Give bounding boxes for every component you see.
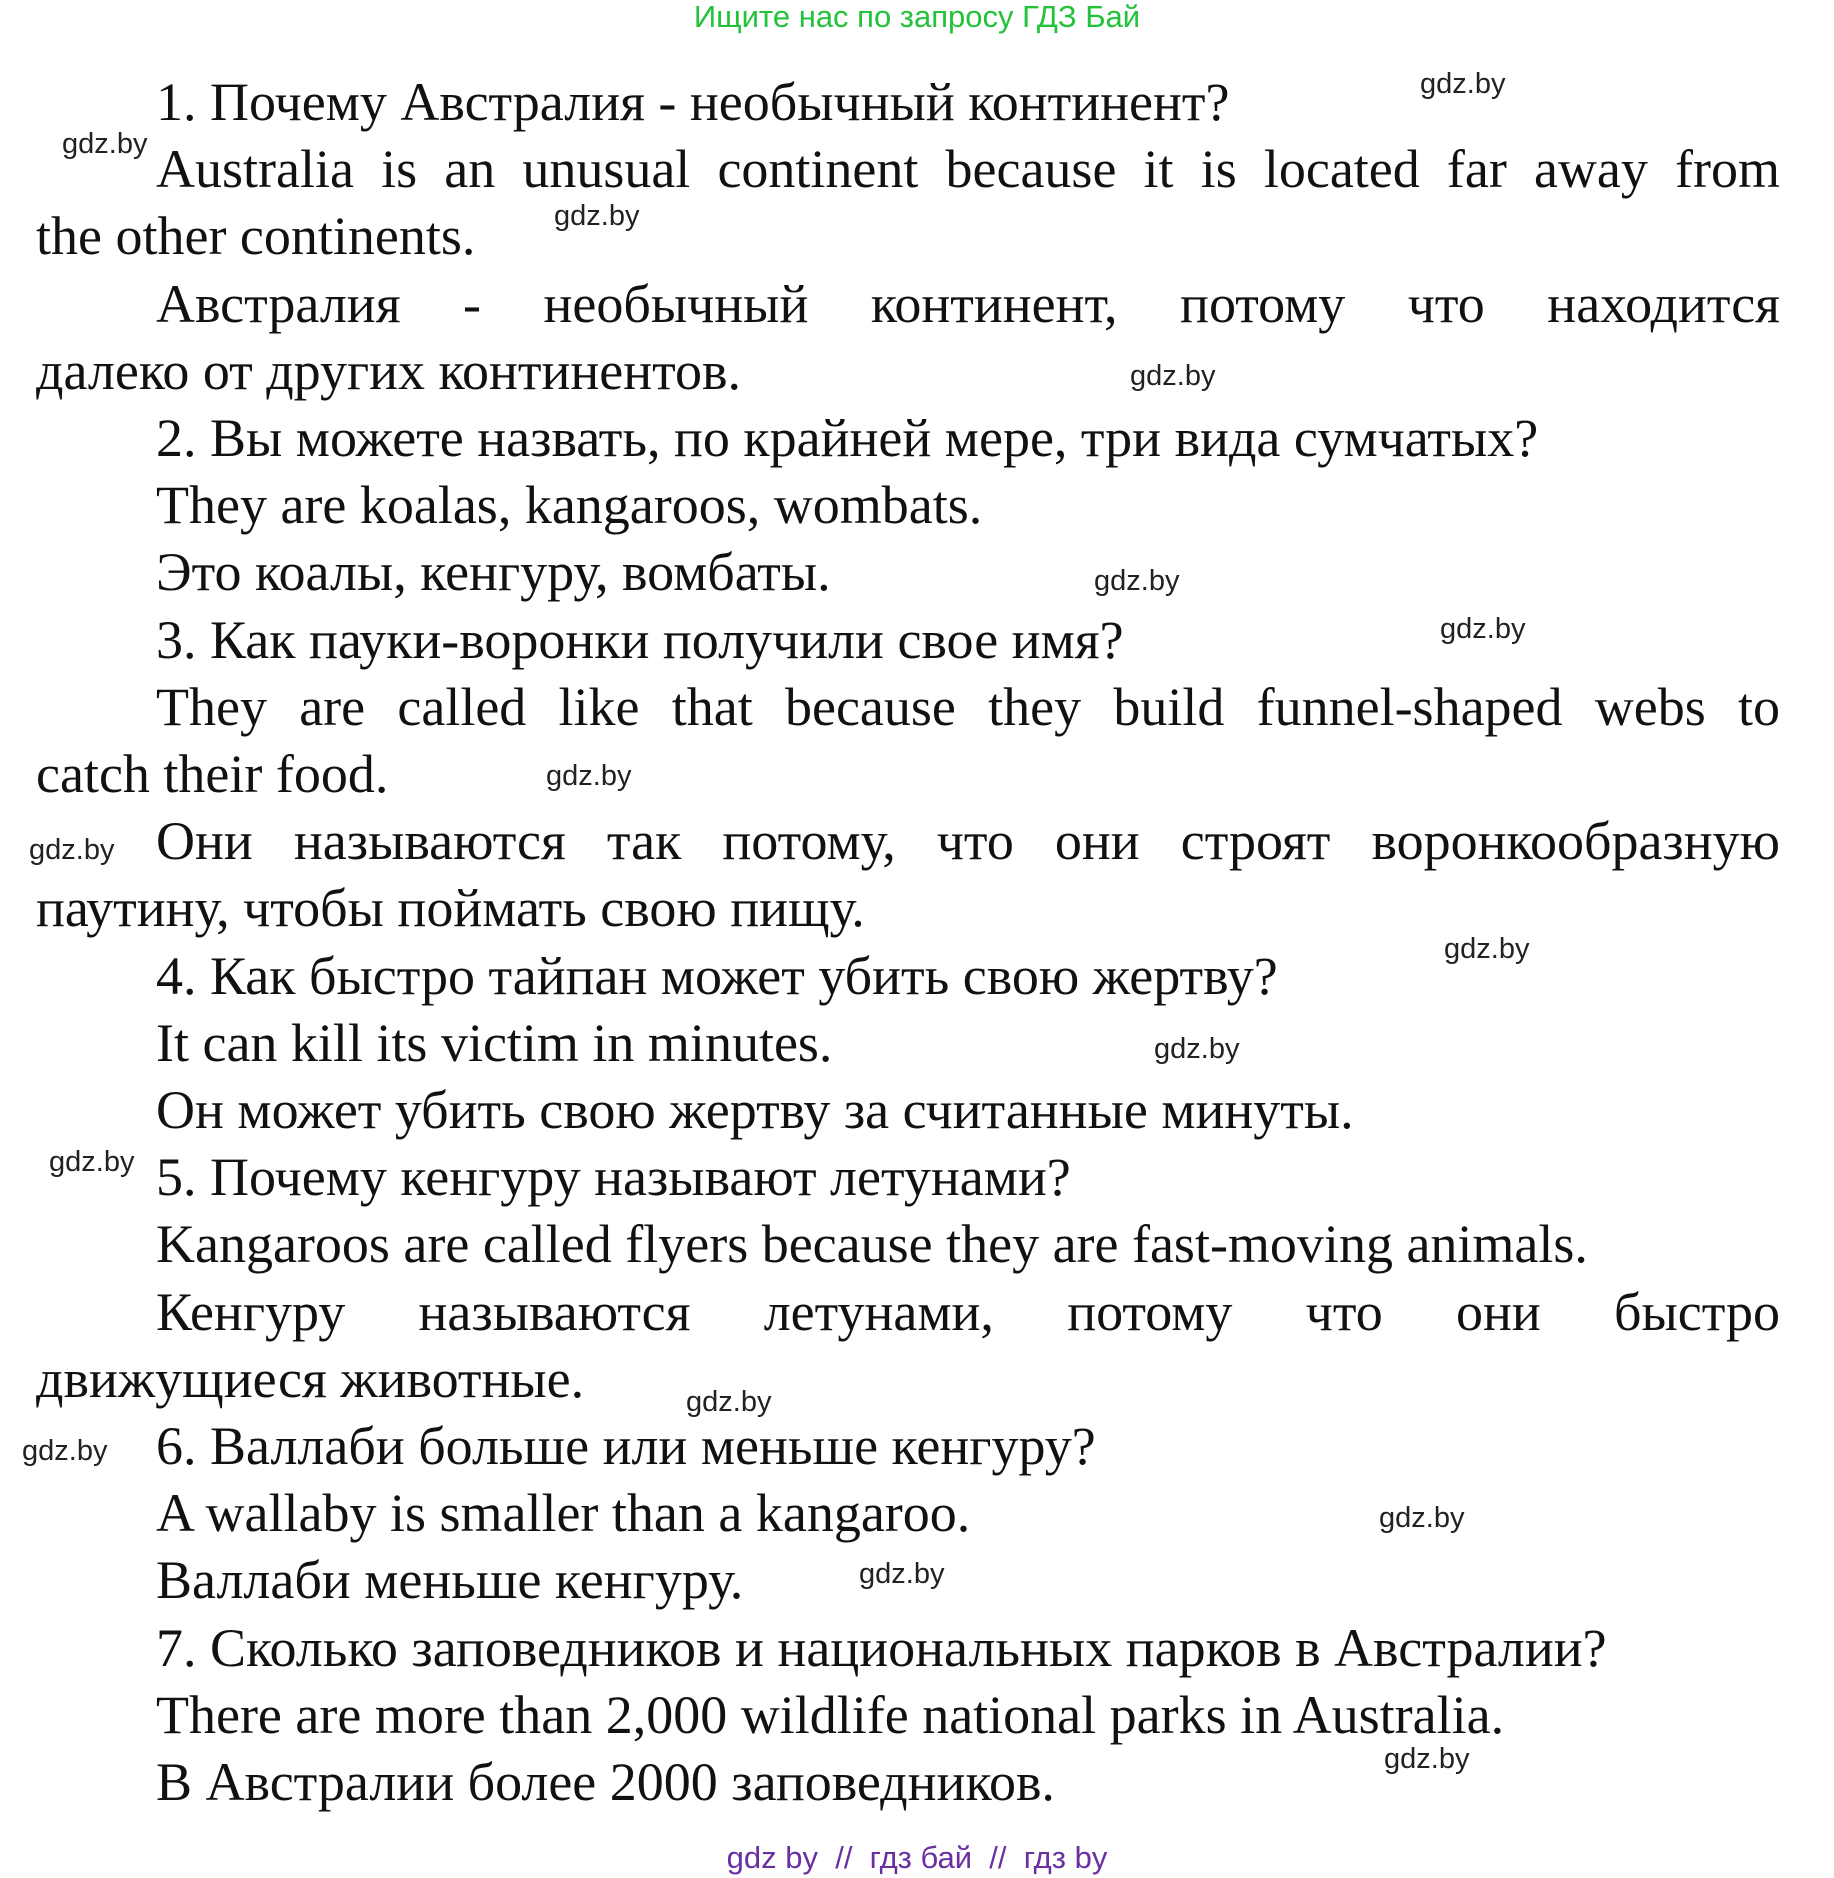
watermark-text: gdz.by: [1444, 933, 1530, 965]
text-line: Валлаби меньше кенгуру.: [156, 1550, 744, 1611]
watermark-text: gdz.by: [1384, 1743, 1470, 1775]
text-line: 3. Как пауки-воронки получили свое имя?: [156, 609, 1124, 670]
text-line: Они называются так потому, что они строят воронкообразную: [156, 811, 1780, 872]
header-banner: Ищите нас по запросу ГДЗ Бай: [693, 0, 1141, 34]
text-line: Австралия - необычный континент, потому что находится: [156, 273, 1780, 334]
text-line: Он может убить свою жертву за считанные минуты.: [156, 1080, 1354, 1140]
watermark-text: gdz.by: [859, 1558, 945, 1590]
watermark-text: gdz.by: [1440, 613, 1526, 645]
watermark-text: gdz.by: [62, 128, 148, 160]
watermark-text: gdz.by: [686, 1386, 772, 1418]
text-line: 6. Валлаби больше или меньше кенгуру?: [156, 1416, 1096, 1476]
text-line: catch their food.: [36, 744, 389, 804]
watermark-text: gdz.by: [49, 1146, 135, 1178]
text-line: They are koalas, kangaroos, wombats.: [156, 475, 983, 536]
watermark-text: gdz.by: [1094, 565, 1180, 597]
text-line: В Австралии более 2000 заповедников.: [156, 1752, 1055, 1812]
text-line: There are more than 2,000 wildlife national parks in Australia.: [156, 1684, 1505, 1745]
watermark-text: gdz.by: [29, 834, 115, 866]
watermark-text: gdz.by: [22, 1435, 108, 1467]
watermark-text: gdz.by: [1130, 360, 1216, 392]
text-line: It can kill its victim in minutes.: [156, 1012, 833, 1073]
watermark-text: gdz.by: [1420, 68, 1506, 100]
text-line: They are called like that because they build funnel-shaped webs to: [156, 676, 1780, 737]
text-line: паутину, чтобы поймать свою пищу.: [36, 878, 865, 939]
watermark-text: gdz.by: [554, 200, 640, 232]
text-line: движущиеся животные.: [36, 1348, 585, 1409]
watermark-text: gdz.by: [1379, 1502, 1465, 1534]
text-line: 4. Как быстро тайпан может убить свою жертву?: [156, 945, 1278, 1006]
text-line: Это коалы, кенгуру, вомбаты.: [156, 542, 831, 603]
text-line: 2. Вы можете назвать, по крайней мере, три вида сумчатых?: [156, 408, 1539, 468]
text-line: Australia is an unusual continent because it is located far away from: [156, 139, 1780, 200]
text-line: 7. Сколько заповедников и национальных парков в Австралии?: [156, 1617, 1607, 1678]
text-line: Кенгуру называются летунами, потому что они быстро: [156, 1281, 1780, 1342]
footer-banner: gdz by // гдз бай // гдз by: [726, 1840, 1108, 1875]
watermark-text: gdz.by: [546, 760, 632, 792]
text-line: далеко от других континентов.: [36, 340, 742, 401]
text-line: A wallaby is smaller than a kangaroo.: [156, 1483, 971, 1544]
text-line: Kangaroos are called flyers because they are fast-moving animals.: [156, 1214, 1588, 1275]
watermark-text: gdz.by: [1154, 1033, 1240, 1065]
text-line: 5. Почему кенгуру называют летунами?: [156, 1147, 1071, 1208]
text-line: the other continents.: [36, 206, 476, 267]
text-line: 1. Почему Австралия - необычный континент?: [156, 72, 1230, 132]
